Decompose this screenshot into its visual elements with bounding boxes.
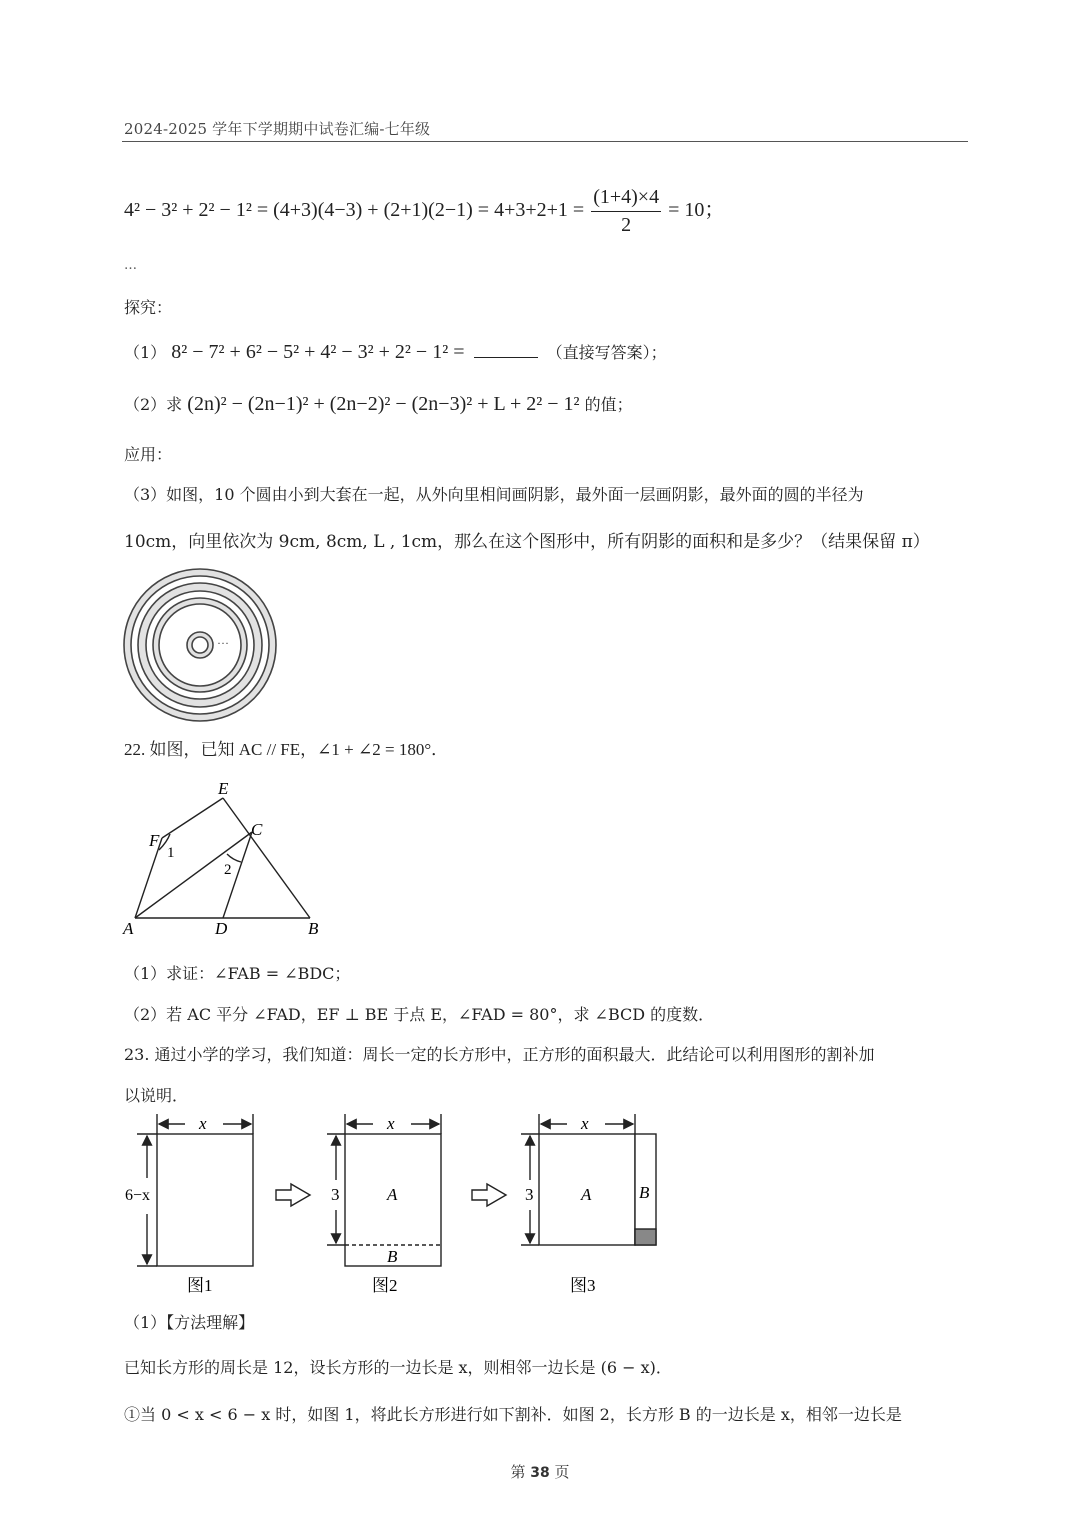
label-C: C: [251, 820, 263, 839]
explore-label: 探究：: [124, 298, 173, 317]
label-F: F: [149, 831, 160, 850]
ellipsis: …: [124, 258, 137, 273]
footer-prefix: 第: [510, 1463, 526, 1481]
intro-equation: [124, 186, 724, 237]
apply-q3-line2: 10cm，向里依次为 9cm, 8cm, L , 1cm，那么在这个图形中，所有阴影的面积和是多少？（结果保留 π）: [124, 532, 930, 552]
label-E: E: [218, 779, 229, 798]
q2-suffix: 的值；: [584, 395, 633, 414]
footer-suffix: 页: [554, 1463, 570, 1481]
page-number: 38: [530, 1465, 550, 1481]
equation-steps: = (4+3)(4−3) + (2+1)(2−1) = 4+3+2+1 =: [256, 199, 585, 222]
label-B: B: [308, 919, 319, 938]
fig2-caption: 图2: [372, 1276, 398, 1295]
header-divider: [122, 141, 968, 142]
q1-suffix: （直接写答案）；: [546, 343, 667, 362]
q22-part1: （1）求证：∠FAB = ∠BDC；: [124, 964, 351, 983]
fig3-caption: 图3: [570, 1276, 596, 1295]
fig2-region-a: A: [387, 1185, 398, 1204]
document-header-title: 2024-2025 学年下学期期中试卷汇编-七年级: [124, 120, 431, 138]
label-D: D: [215, 919, 228, 938]
fig1-width-label: x: [199, 1114, 207, 1133]
answer-blank[interactable]: [474, 343, 538, 358]
label-angle-1: 1: [167, 845, 175, 861]
fig1-caption: 图1: [187, 1276, 213, 1295]
circles-ellipsis: ···: [217, 636, 229, 650]
fig2-width-label: x: [387, 1114, 395, 1133]
fig3-region-a: A: [581, 1185, 592, 1204]
equation-fraction: [591, 186, 661, 237]
page-footer: [0, 1461, 1080, 1482]
equation-lhs: 4² − 3² + 2² − 1²: [124, 199, 252, 222]
q23-part1-line1: 已知长方形的周长是 12，设长方形的一边长是 x，则相邻一边长是 (6 − x)．: [124, 1358, 672, 1377]
apply-q3-line1: （3）如图，10 个圆由小到大套在一起，从外向里相间画阴影，最外面一层画阴影，最外面的圆的半径为: [124, 485, 864, 504]
q1-expression: 8² − 7² + 6² − 5² + 4² − 3² + 2² − 1² =: [171, 341, 465, 363]
q23-part1-line2: ①当 0 < x < 6 − x 时，如图 1，将此长方形进行如下割补．如图 2，长方形 B 的一边长是 x，相邻一边长是: [124, 1405, 902, 1424]
fraction-denominator: 2: [621, 214, 632, 236]
fig3-region-b: B: [639, 1183, 650, 1202]
fig3-height-label: 3: [525, 1185, 534, 1204]
q22-triangle-figure: [115, 772, 335, 942]
fig1-height-label: 6−x: [125, 1187, 151, 1204]
fig2-region-b: B: [387, 1247, 398, 1266]
q2-expression: (2n)² − (2n−1)² + (2n−2)² − (2n−3)² + L + 2² − 1²: [187, 393, 580, 415]
equation-result: = 10；: [668, 199, 725, 222]
q22-part2: （2）若 AC 平分 ∠FAD，EF ⊥ BE 于点 E，∠FAD = 80°，求 ∠BCD 的度数．: [124, 1005, 715, 1024]
concentric-circles-figure: [122, 566, 280, 724]
apply-label: 应用：: [124, 445, 173, 464]
fig3-width-label: x: [581, 1114, 589, 1133]
label-A: A: [123, 919, 134, 938]
fraction-numerator: (1+4)×4: [591, 186, 661, 212]
q23-stem-line2: 以说明．: [124, 1086, 189, 1105]
q2-prefix: （2）求: [124, 395, 183, 414]
q1-prefix: （1）: [124, 343, 167, 362]
q23-figures: [115, 1110, 675, 1300]
explore-question-2: [124, 392, 633, 416]
q23-stem-line1: 23. 通过小学的学习，我们知道：周长一定的长方形中，正方形的面积最大．此结论可以利用图形的割补加: [124, 1045, 875, 1064]
fig2-height-label: 3: [331, 1185, 340, 1204]
q23-part1-title: （1）【方法理解】: [124, 1313, 255, 1332]
label-angle-2: 2: [224, 862, 232, 878]
explore-question-1: [124, 340, 667, 364]
q22-stem: 22. 如图，已知 AC // FE，∠1 + ∠2 = 180°．: [124, 740, 449, 759]
